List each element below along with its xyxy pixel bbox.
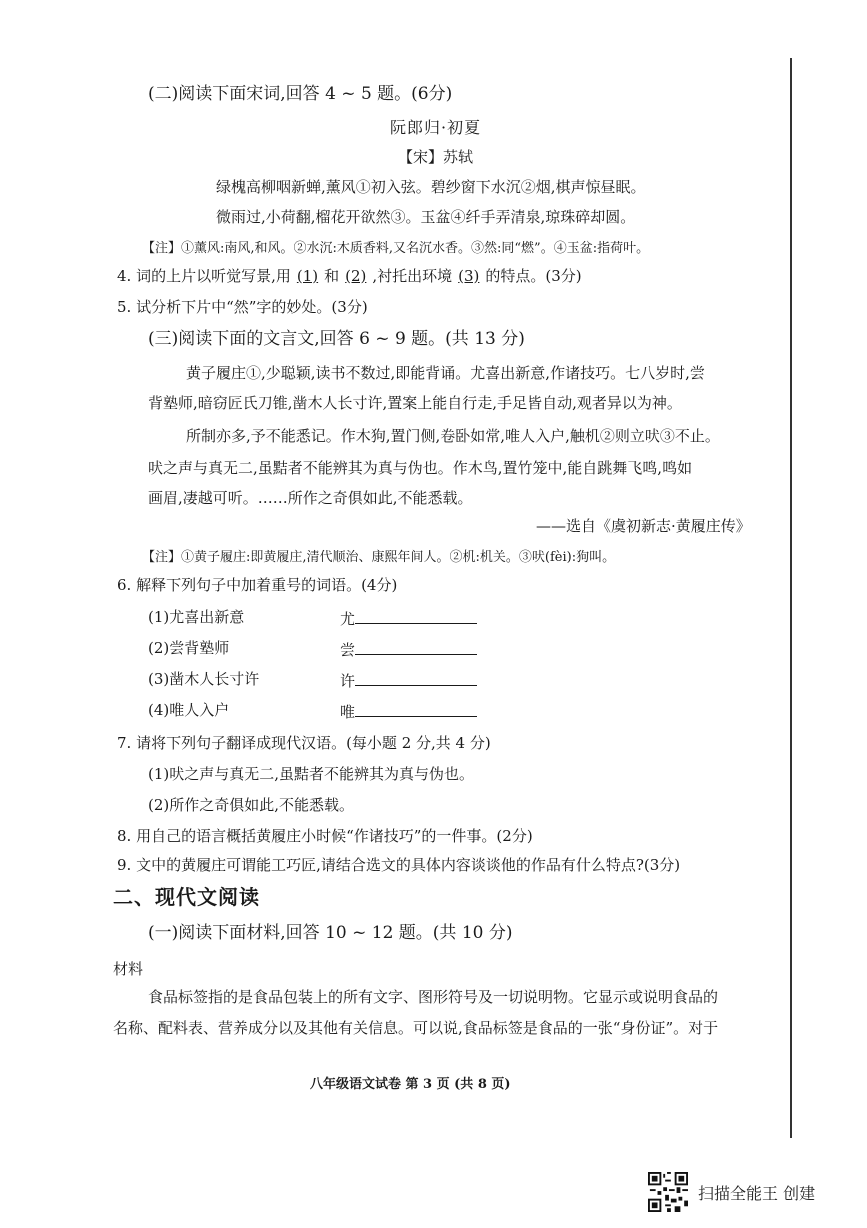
question-6-item-1-word: 尤 bbox=[340, 610, 356, 628]
poem-heading: (二)阅读下面宋词,回答 4 ~ 5 题。(6分) bbox=[148, 84, 453, 104]
poem-note: 【注】①薰风:南风,和风。②水沉:木质香料,又名沉水香。③然:同“燃”。④玉盆:指荷叶。 bbox=[142, 241, 650, 256]
page-footer: 八年级语文试卷 第 3 页 (共 8 页) bbox=[310, 1077, 511, 1092]
question-6-item-4-sentence: (4)唯人入户 bbox=[148, 701, 230, 719]
question-6-item-2 bbox=[148, 638, 229, 658]
question-4-blank-3[interactable]: (3) bbox=[458, 267, 480, 285]
classical-source: ——选自《虞初新志·黄履庄传》 bbox=[536, 517, 751, 535]
poem-line-2: 微雨过,小荷翻,榴花开欲然③。玉盆④纤手弄清泉,琼珠碎却圆。 bbox=[216, 208, 636, 226]
material-label: 材料 bbox=[113, 960, 144, 978]
question-6-item-3-sentence: (3)凿木人长寸许 bbox=[148, 670, 260, 688]
question-4-text-a: 4. 词的上片以听觉写景,用 bbox=[117, 267, 291, 285]
classical-p1-line-2: 背塾师,暗窃匠氏刀锥,凿木人长寸许,置案上能自行走,手足皆自动,观者异以为神。 bbox=[148, 394, 682, 412]
question-4-text-d: 的特点。(3分) bbox=[485, 267, 582, 285]
modern-heading: (一)阅读下面材料,回答 10 ~ 12 题。(共 10 分) bbox=[148, 923, 513, 943]
question-6-answer-line-1[interactable] bbox=[355, 607, 477, 624]
poem-line-1: 绿槐高柳咽新蝉,薰风①初入弦。碧纱窗下水沉②烟,棋声惊昼眠。 bbox=[216, 178, 646, 196]
classical-p2-line-1: 所制亦多,予不能悉记。作木狗,置门侧,卷卧如常,唯人入户,触机②则立吠③不止。 bbox=[186, 427, 720, 445]
question-6-answer-line-3[interactable] bbox=[355, 669, 477, 686]
question-6-item-3 bbox=[148, 669, 259, 689]
question-7-sentence-1: (1)吠之声与真无二,虽黠者不能辨其为真与伪也。 bbox=[148, 765, 475, 783]
question-6-item-1 bbox=[148, 607, 244, 627]
classical-p1-line-1: 黄子履庄①,少聪颖,读书不数过,即能背诵。尤喜出新意,作诸技巧。七八岁时,尝 bbox=[186, 364, 705, 382]
poem-title: 阮郎归·初夏 bbox=[390, 118, 482, 137]
question-6-item-3-answer bbox=[340, 669, 477, 691]
material-line-1: 食品标签指的是食品包装上的所有文字、图形符号及一切说明物。它显示或说明食品的 bbox=[148, 988, 719, 1006]
poem-author: 【宋】苏轼 bbox=[398, 148, 474, 166]
question-4 bbox=[117, 266, 582, 286]
page-edge-line bbox=[790, 58, 792, 1138]
question-6-item-1-answer bbox=[340, 607, 477, 629]
question-6-answer-line-4[interactable] bbox=[355, 700, 477, 717]
question-4-blank-1[interactable]: (1) bbox=[296, 267, 319, 285]
classical-p2-line-3: 画眉,凄越可听。……所作之奇俱如此,不能悉载。 bbox=[148, 489, 473, 507]
question-6-item-2-word: 尝 bbox=[340, 641, 356, 659]
question-6-item-2-answer bbox=[340, 638, 477, 660]
question-6-item-2-sentence: (2)尝背塾师 bbox=[148, 639, 230, 657]
question-4-blank-2[interactable]: (2) bbox=[345, 267, 367, 285]
scanner-text: 扫描全能王 创建 bbox=[698, 1183, 816, 1203]
classical-note: 【注】①黄子履庄:即黄履庄,清代顺治、康熙年间人。②机:机关。③吠(fèi):狗叫。 bbox=[142, 550, 616, 565]
question-6-item-4-answer bbox=[340, 700, 477, 722]
question-6: 6. 解释下列句子中加着重号的词语。(4分) bbox=[117, 576, 398, 594]
question-4-text-b: 和 bbox=[324, 267, 340, 285]
question-4-text-c: ,衬托出环境 bbox=[372, 267, 453, 285]
question-6-item-4-word: 唯 bbox=[340, 703, 356, 721]
material-line-2: 名称、配料表、营养成分以及其他有关信息。可以说,食品标签是食品的一张“身份证”。对于 bbox=[113, 1019, 719, 1037]
question-8: 8. 用自己的语言概括黄履庄小时候“作诸技巧”的一件事。(2分) bbox=[117, 827, 533, 845]
qr-code-icon bbox=[648, 1172, 688, 1212]
question-6-item-1-sentence: (1)尤喜出新意 bbox=[148, 608, 245, 626]
question-6-item-4 bbox=[148, 700, 229, 720]
classical-p2-line-2: 吠之声与真无二,虽黠者不能辨其为真与伪也。作木鸟,置竹笼中,能自跳舞飞鸣,鸣如 bbox=[148, 459, 693, 477]
question-6-answer-line-2[interactable] bbox=[355, 638, 477, 655]
classical-heading: (三)阅读下面的文言文,回答 6 ~ 9 题。(共 13 分) bbox=[148, 329, 525, 349]
question-7: 7. 请将下列句子翻译成现代汉语。(每小题 2 分,共 4 分) bbox=[117, 734, 491, 752]
question-7-sentence-2: (2)所作之奇俱如此,不能悉载。 bbox=[148, 796, 355, 814]
question-9: 9. 文中的黄履庄可谓能工巧匠,请结合选文的具体内容谈谈他的作品有什么特点?(3分) bbox=[117, 856, 681, 874]
question-5: 5. 试分析下片中“然”字的妙处。(3分) bbox=[117, 298, 368, 316]
section-title-modern-reading: 二、现代文阅读 bbox=[113, 885, 260, 909]
scanner-watermark bbox=[648, 1172, 815, 1212]
question-6-item-3-word: 许 bbox=[340, 672, 356, 690]
